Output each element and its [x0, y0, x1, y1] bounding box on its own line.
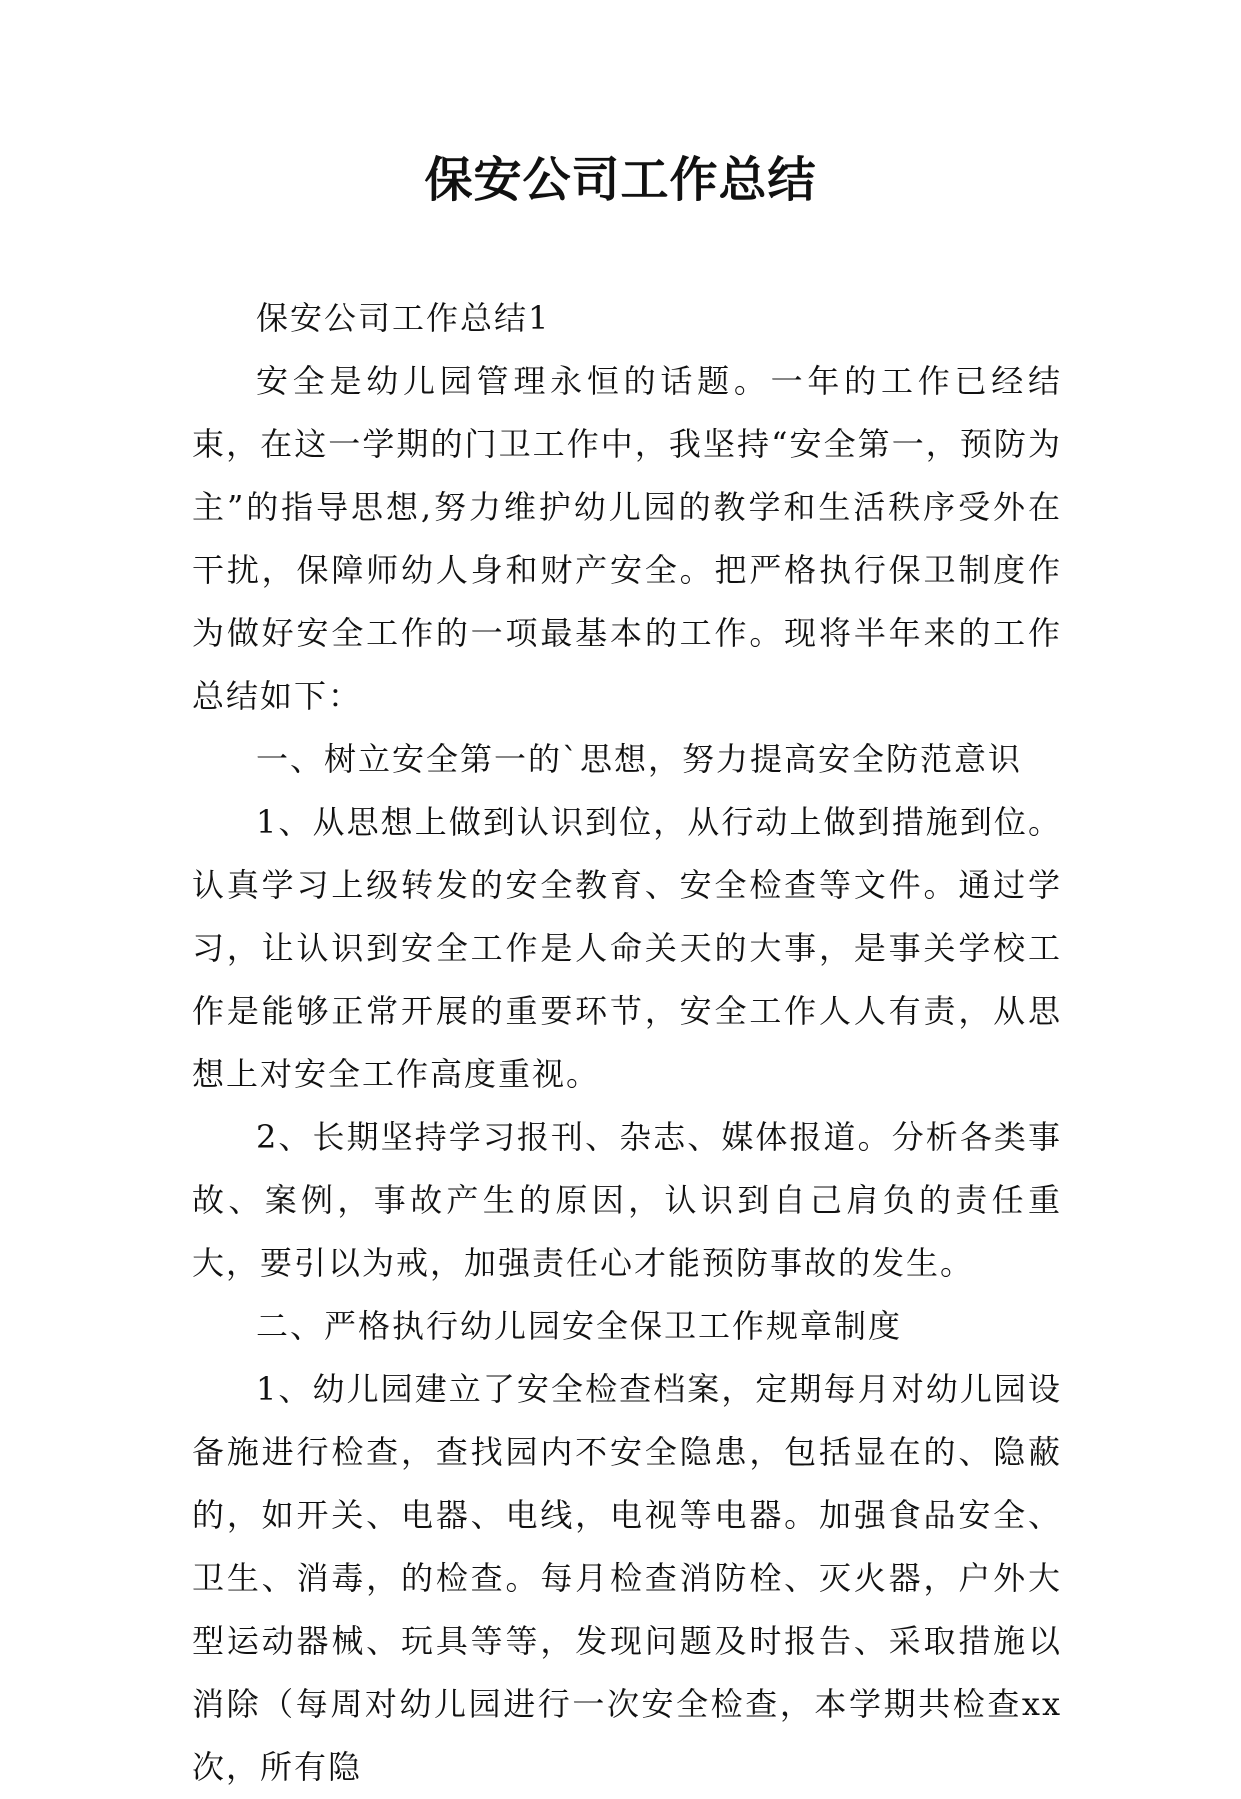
- document-title: 保安公司工作总结: [424, 152, 817, 208]
- body-paragraph: 1、幼儿园建立了安全检查档案，定期每月对幼儿园设备施进行检查，查找园内不安全隐患，包括显在的、隐蔽的，如开关、电器、电线，电视等电器。加强食品安全、卫生、消毒，的检查。每月检查消防栓、灭火器，户外大型运动器械、玩具等等，发现问题及时报告、采取措施以消除（每周对幼儿园进行一次安全检查，本学期共检查xx次，所有隐: [192, 1370, 1062, 1786]
- body-paragraph: 安全是幼儿园管理永恒的话题。一年的工作已经结束，在这一学期的门卫工作中，我坚持“安全第一，预防为主”的指导思想,努力维护幼儿园的教学和生活秩序受外在干扰，保障师幼人身和财产安全。把严格执行保卫制度作为做好安全工作的一项最基本的工作。现将半年来的工作总结如下：: [192, 362, 1062, 715]
- section-heading: 一、树立安全第一的`思想，努力提高安全防范意识: [256, 740, 1023, 778]
- body-paragraph: 1、从思想上做到认识到位，从行动上做到措施到位。认真学习上级转发的安全教育、安全检查等文件。通过学习，让认识到安全工作是人命关天的大事，是事关学校工作是能够正常开展的重要环节，安全工作人人有责，从思想上对安全工作高度重视。: [192, 803, 1062, 1093]
- section-heading: 二、严格执行幼儿园安全保卫工作规章制度: [256, 1307, 903, 1345]
- section-heading: 保安公司工作总结1: [256, 299, 551, 337]
- document-body: [192, 287, 1062, 1799]
- body-paragraph: 2、长期坚持学习报刊、杂志、媒体报道。分析各类事故、案例，事故产生的原因，认识到自己肩负的责任重大，要引以为戒，加强责任心才能预防事故的发生。: [192, 1118, 1062, 1282]
